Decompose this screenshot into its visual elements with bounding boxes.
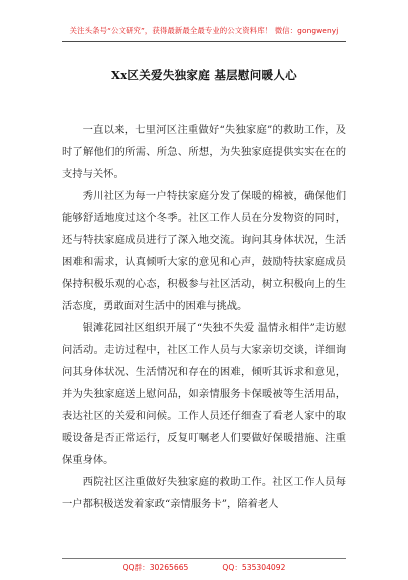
document-body <box>62 119 346 515</box>
footer-divider <box>62 558 346 559</box>
footer-qq-group: QQ群：30265665 <box>122 563 189 572</box>
paragraph-3: 银滩花园社区组织开展了“失独不失爱 温情永相伴”走访慰问活动。走访过程中，社区工作人员与大家亲切交谈，详细询问其身体状况、生活情况和存在的困难，倾听其诉求和意见，并为失独家庭送上慰问品，如亲情服务卡保暖被等生活用品，表达社区的关爱和问候。工作人员还仔细查了看老人家中的取暖设备是否正常运行，反复叮嘱老人们要做好保暖措施、注重保重身体。 <box>62 322 346 466</box>
header-divider <box>62 41 346 42</box>
footer-contact <box>0 562 408 573</box>
footer-qq: QQ：535304092 <box>222 563 286 572</box>
document-title: Xx区关爱失独家庭 基层慰问暖人心 <box>111 68 297 82</box>
header-promo-note: 关注头条号“公文研究”，获得最新最全最专业的公文资料库！ 微信：gongwenyj <box>69 26 339 35</box>
paragraph-2: 秀川社区为每一户特扶家庭分发了保暖的棉被，确保他们能够舒适地度过这个冬季。社区工作人员在分发物资的同时，还与特扶家庭成员进行了深入地交流。询问其身体状况，生活困难和需求，认真倾听大家的意见和心声，鼓励特扶家庭成员保持积极乐观的心态，积极参与社区活动，树立积极向上的生活态度，勇敢面对生活中的困难与挑战。 <box>62 190 346 312</box>
paragraph-4: 西院社区注重做好失独家庭的救助工作。社区工作人员每一户都积极送发着家政“亲情服务卡”，陪着老人 <box>62 476 346 510</box>
paragraph-1: 一直以来，七里河区注重做好“失独家庭”的救助工作，及时了解他们的所需、所急、所想，为失独家庭提供实实在在的支持与关怀。 <box>62 124 346 180</box>
